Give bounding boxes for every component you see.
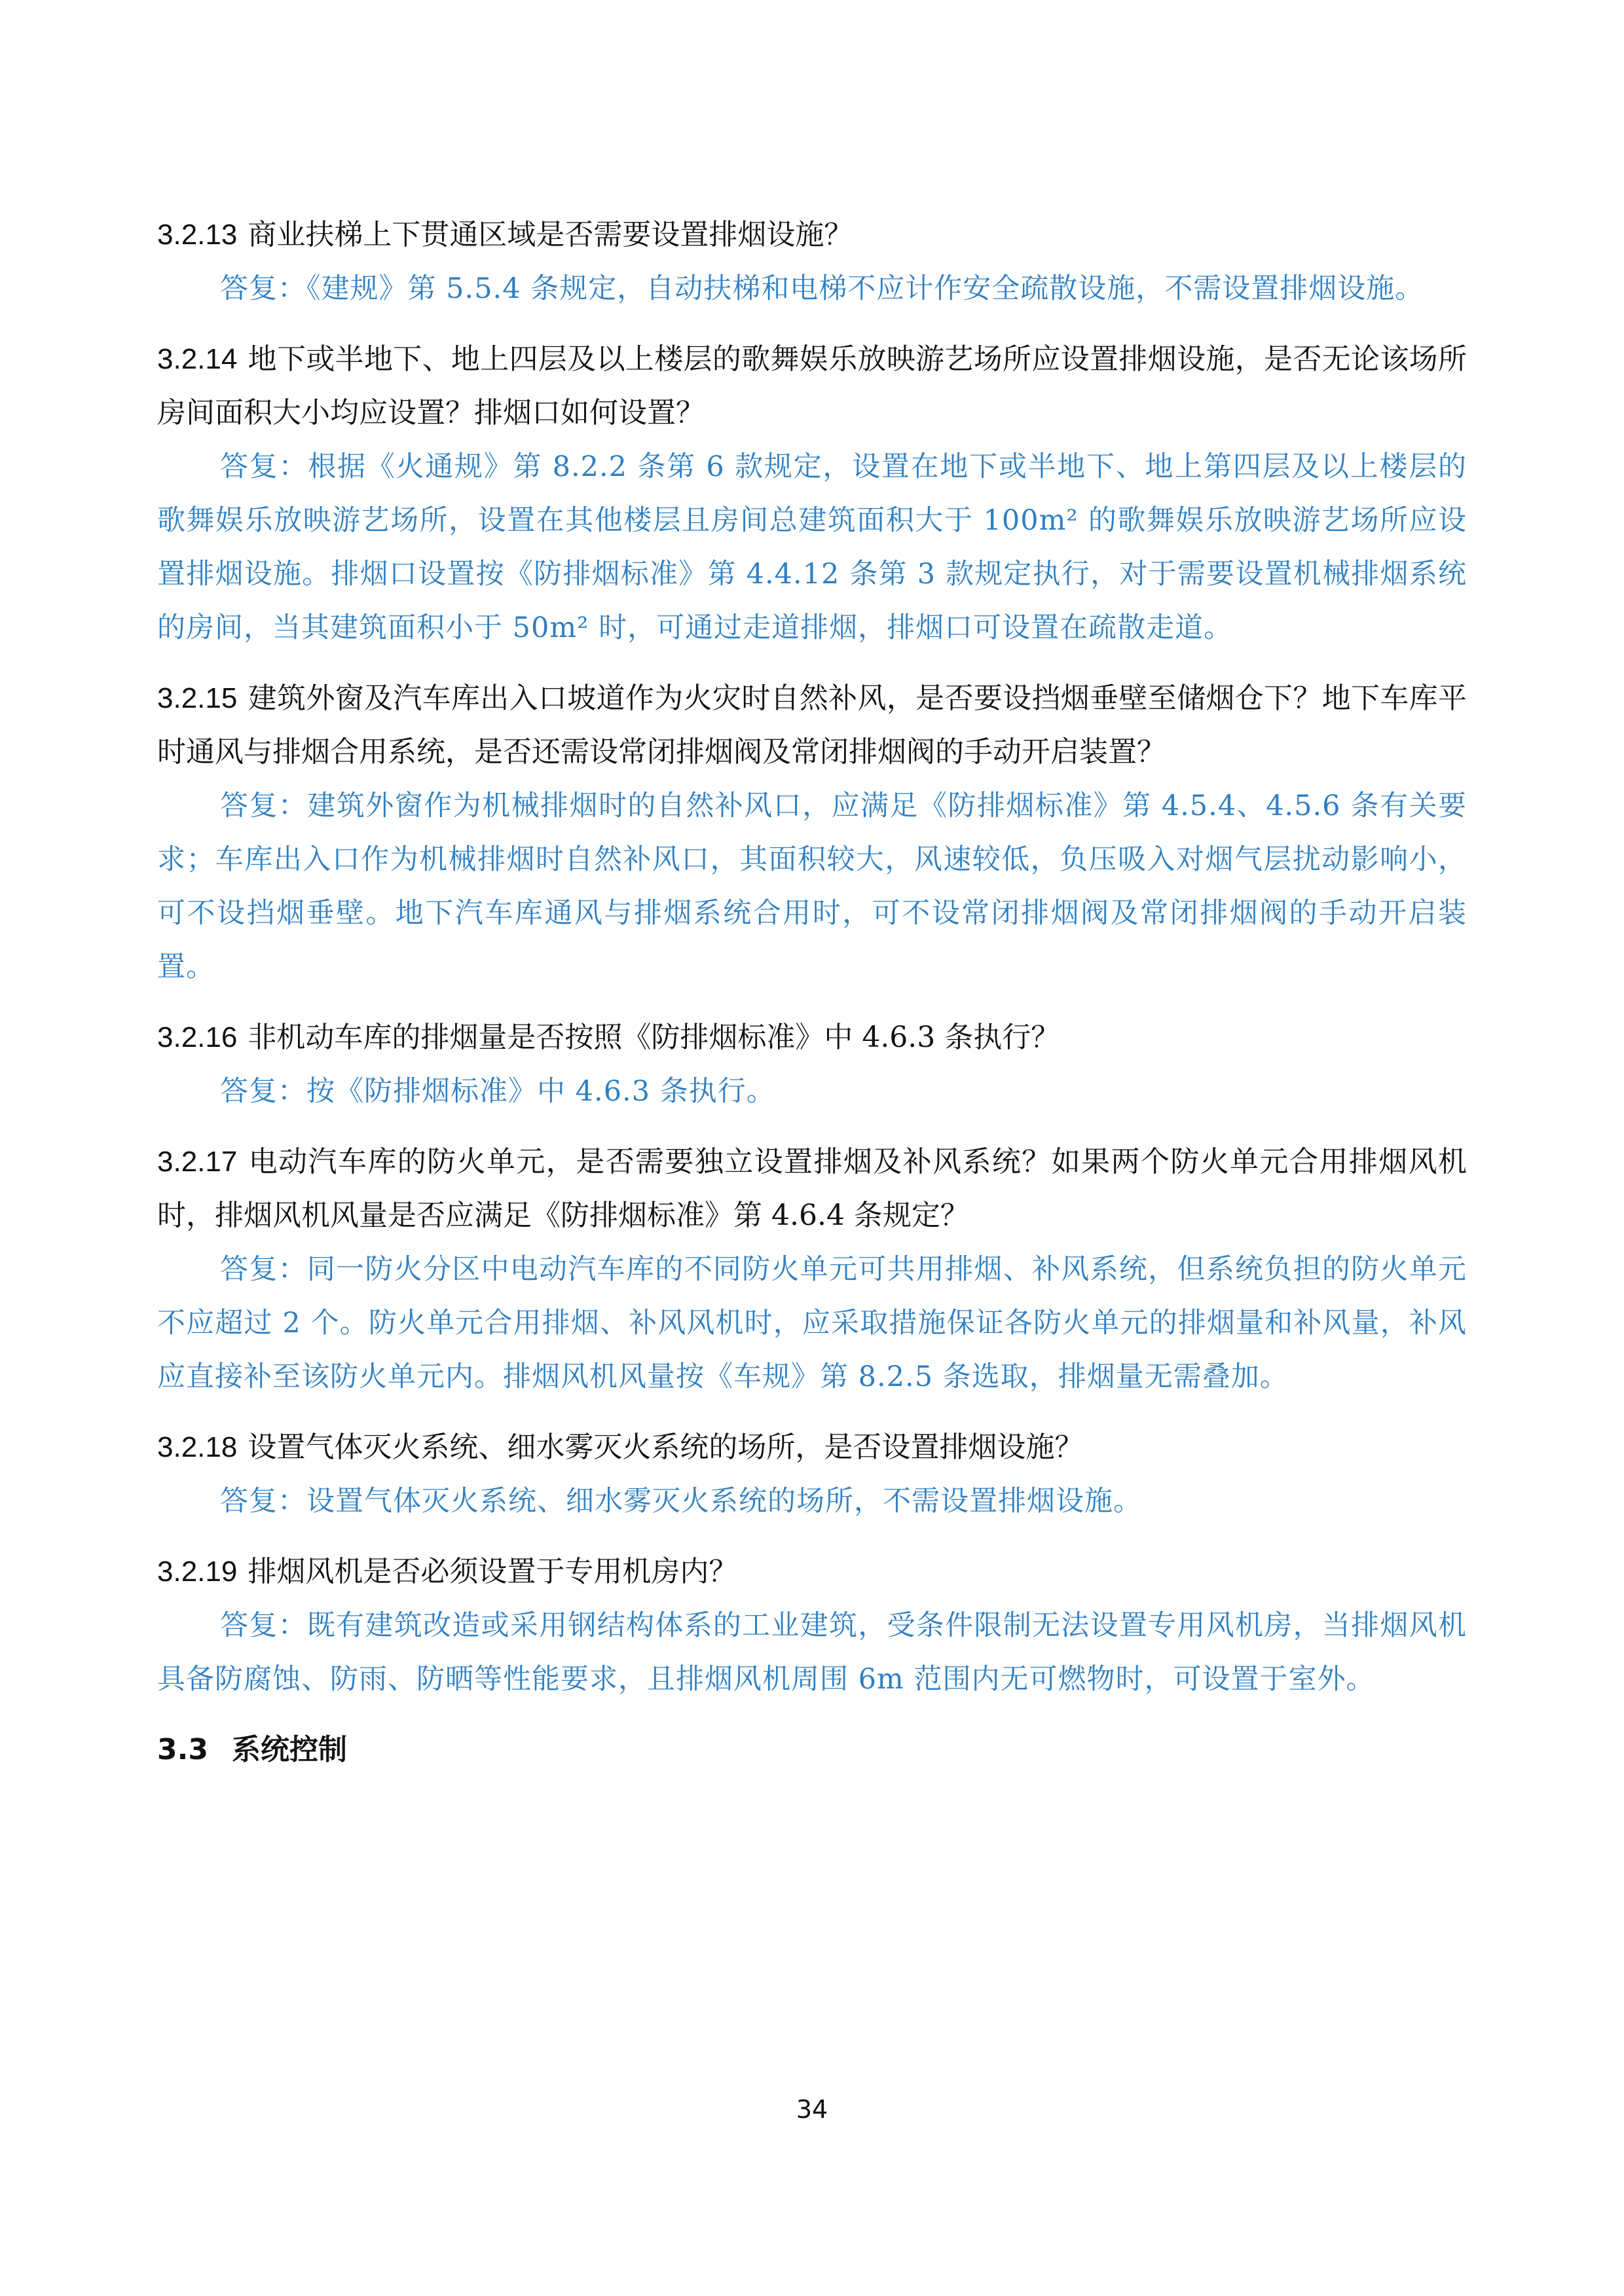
qa-item-3-2-16: [157, 1011, 1467, 1118]
document-page: [157, 208, 1467, 1777]
question: [157, 333, 1467, 440]
qa-item-3-2-18: [157, 1421, 1467, 1528]
question: [157, 1421, 1467, 1474]
question-number: 3.2.19: [157, 1556, 238, 1588]
question: [157, 1135, 1467, 1243]
question-text: 商业扶梯上下贯通区域是否需要设置排烟设施？: [248, 218, 853, 251]
question-text: 电动汽车库的防火单元，是否需要独立设置排烟及补风系统？如果两个防火单元合用排烟风机时，排烟风机风量是否应满足《防排烟标准》第 4.6.4 条规定？: [157, 1145, 1467, 1232]
question-text: 排烟风机是否必须设置于专用机房内？: [248, 1555, 738, 1588]
answer-text: 答复：《建规》第 5.5.4 条规定，自动扶梯和电梯不应计作安全疏散设施，不需设置排烟设施。: [220, 272, 1424, 305]
question-number: 3.2.13: [157, 219, 238, 251]
question-text: 地下或半地下、地上四层及以上楼层的歌舞娱乐放映游艺场所应设置排烟设施，是否无论该场所房间面积大小均应设置？排烟口如何设置？: [157, 342, 1467, 429]
qa-item-3-2-14: [157, 333, 1467, 655]
qa-item-3-2-13: [157, 208, 1467, 316]
question-text: 非机动车库的排烟量是否按照《防排烟标准》中 4.6.3 条执行？: [248, 1021, 1060, 1054]
question-number: 3.2.17: [157, 1146, 238, 1178]
page-number: 34: [796, 2095, 828, 2124]
qa-item-3-2-19: [157, 1545, 1467, 1706]
answer-text: 答复：设置气体灭火系统、细水雾灭火系统的场所，不需设置排烟设施。: [220, 1485, 1142, 1518]
question-number: 3.2.15: [157, 682, 238, 714]
question: [157, 1545, 1467, 1599]
answer-text: 答复：既有建筑改造或采用钢结构体系的工业建筑，受条件限制无法设置专用风机房，当排烟风机具备防腐蚀、防雨、防晒等性能要求，且排烟风机周围 6m 范围内无可燃物时，可设置于室外。: [157, 1609, 1467, 1696]
answer-text: 答复：同一防火分区中电动汽车库的不同防火单元可共用排烟、补风系统，但系统负担的防火单元不应超过 2 个。防火单元合用排烟、补风风机时，应采取措施保证各防火单元的排烟量和补风量，补风应直接补至该防火单元内。排烟风机风量按《车规》第 8.2.5 条选取，排烟量无需叠加。: [157, 1253, 1467, 1393]
section-heading: [157, 1723, 1467, 1777]
section-title: 系统控制: [231, 1733, 347, 1766]
question: [157, 672, 1467, 779]
answer-text: 答复：根据《火通规》第 8.2.2 条第 6 款规定，设置在地下或半地下、地上第四层及以上楼层的歌舞娱乐放映游艺场所，设置在其他楼层且房间总建筑面积大于 100m² 的歌舞娱乐放映游艺场所应设置排烟设施。排烟口设置按《防排烟标准》第 4.4.12 条第 3 款规定执行，对于需要设置机械排烟系统的房间，当其建筑面积小于 50m² 时，可通过走道排烟，排烟口可设置在疏散走道。: [157, 450, 1467, 644]
question-number: 3.2.16: [157, 1021, 238, 1053]
question-text: 设置气体灭火系统、细水雾灭火系统的场所，是否设置排烟设施？: [248, 1430, 1084, 1464]
qa-item-3-2-17: [157, 1135, 1467, 1404]
question-number: 3.2.18: [157, 1431, 238, 1463]
answer-text: 答复：建筑外窗作为机械排烟时的自然补风口，应满足《防排烟标准》第 4.5.4、4.5.6 条有关要求；车库出入口作为机械排烟时自然补风口，其面积较大，风速较低，负压吸入对烟气层扰动影响小，可不设挡烟垂壁。地下汽车库通风与排烟系统合用时，可不设常闭排烟阀及常闭排烟阀的手动开启装置。: [157, 790, 1467, 983]
question-text: 建筑外窗及汽车库出入口坡道作为火灾时自然补风，是否要设挡烟垂壁至储烟仓下？地下车库平时通风与排烟合用系统，是否还需设常闭排烟阀及常闭排烟阀的手动开启装置？: [157, 682, 1467, 769]
answer-text: 答复：按《防排烟标准》中 4.6.3 条执行。: [220, 1075, 775, 1108]
qa-item-3-2-15: [157, 672, 1467, 994]
question: [157, 208, 1467, 262]
section-number: 3.3: [157, 1733, 208, 1766]
question-number: 3.2.14: [157, 343, 238, 375]
question: [157, 1011, 1467, 1065]
